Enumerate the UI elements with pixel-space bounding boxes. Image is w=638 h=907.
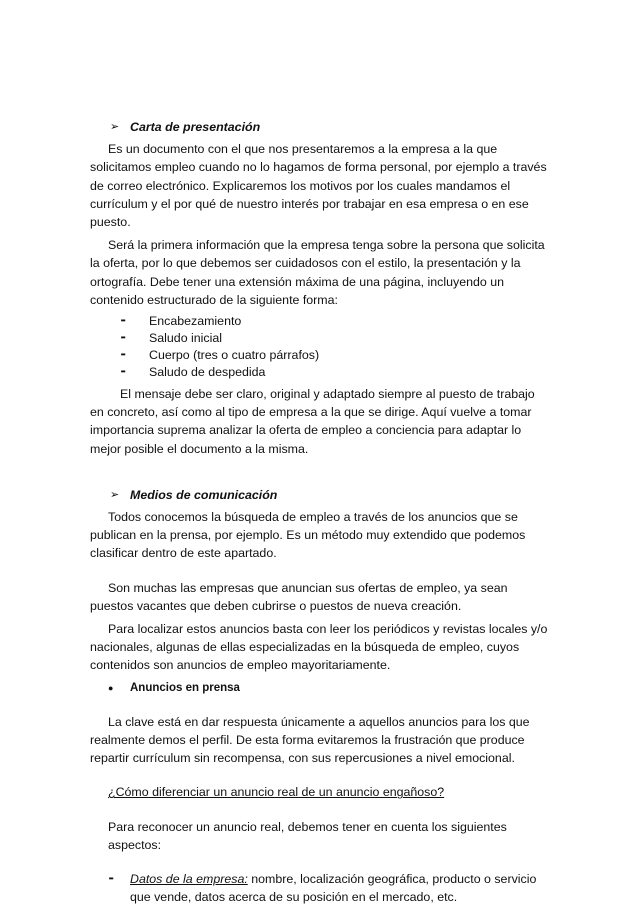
arrow-bullet-icon: ➢	[110, 121, 120, 133]
paragraph: Es un documento con el que nos presentaremos a la empresa a la que solicitamos empleo cuando no lo hagamos de forma personal, por ejemplo a través de correo electrónico. Explicaremos los motivos por los cuales mandamos el currículum y el por qué de nuestro interés por trabajar en esa empresa o en ese puesto.	[90, 142, 547, 230]
section-title: Medios de comunicación	[130, 487, 278, 502]
dash-bullet-icon: ⁃	[108, 872, 115, 887]
section-title: Carta de presentación	[130, 120, 261, 134]
aspect-text: nombre, localización geográfica, producto o servicio que vende, datos acerca de su posición en el mercado, etc.	[130, 872, 537, 905]
section-heading-carta	[90, 118, 550, 136]
paragraph: Para localizar estos anuncios basta con leer los periódicos y revistas locales y/o nacionales, algunas de ellas especializadas en la búsqueda de empleo, cuyos contenidos son anuncios de empleo mayoritariamente.	[90, 622, 548, 673]
dot-bullet-icon: ●	[108, 682, 114, 693]
paragraph: El mensaje debe ser claro, original y adaptado siempre al puesto de trabajo en concreto, así como al tipo de empresa a la que se dirige. Aquí vuelve a tomar importancia suprema analizar la oferta de empleo a conciencia para adaptar lo mejor posible el documento a la misma.	[90, 387, 535, 456]
paragraph: Será la primera información que la empresa tenga sobre la persona que solicita la oferta, por lo que debemos ser cuidadosos con el estilo, la presentación y la ortografía. Debe tener una extensión máxima de una página, incluyendo un contenido estructurado de la siguiente forma:	[90, 238, 545, 307]
aspect-term: Datos de la empresa:	[130, 872, 248, 887]
paragraph: Para reconocer un anuncio real, debemos tener en cuenta los siguientes aspectos:	[108, 819, 507, 852]
list-item: ⁃ Saludo de despedida	[120, 365, 266, 380]
paragraph: Son muchas las empresas que anuncian sus ofertas de empleo, ya sean puestos vacantes que deben cubrirse o puestos de nueva creación.	[90, 580, 508, 613]
dash-bullet-icon: ⁃	[120, 314, 127, 329]
document-content	[90, 118, 550, 907]
dash-bullet-icon: ⁃	[120, 365, 127, 380]
section-heading-medios	[90, 486, 550, 504]
structure-list	[90, 313, 550, 381]
list-item: ⁃ Encabezamiento	[120, 314, 242, 329]
dash-bullet-icon: ⁃	[120, 331, 127, 346]
list-item: ⁃ Saludo inicial	[120, 331, 223, 346]
bullet-anuncios-prensa	[90, 679, 550, 697]
dash-bullet-icon: ⁃	[120, 348, 127, 363]
paragraph: Todos conocemos la búsqueda de empleo a través de los anuncios que se publican en la prensa, por ejemplo. Es un método muy extendido que podemos clasificar dentro de este apartado.	[90, 510, 526, 561]
aspect-item	[90, 870, 550, 906]
subheading-question: ¿Cómo diferenciar un anuncio real de un anuncio engañoso?	[108, 785, 445, 800]
list-item: ⁃ Cuerpo (tres o cuatro párrafos)	[120, 348, 320, 363]
arrow-bullet-icon: ➢	[110, 488, 120, 501]
bullet-label: Anuncios en prensa	[130, 681, 240, 694]
paragraph: La clave está en dar respuesta únicamente a aquellos anuncios para los que realmente demos el perfil. De esta forma evitaremos la frustración que produce repartir currículum sin recompensa, con sus repercusiones a nivel emocional.	[90, 714, 530, 766]
